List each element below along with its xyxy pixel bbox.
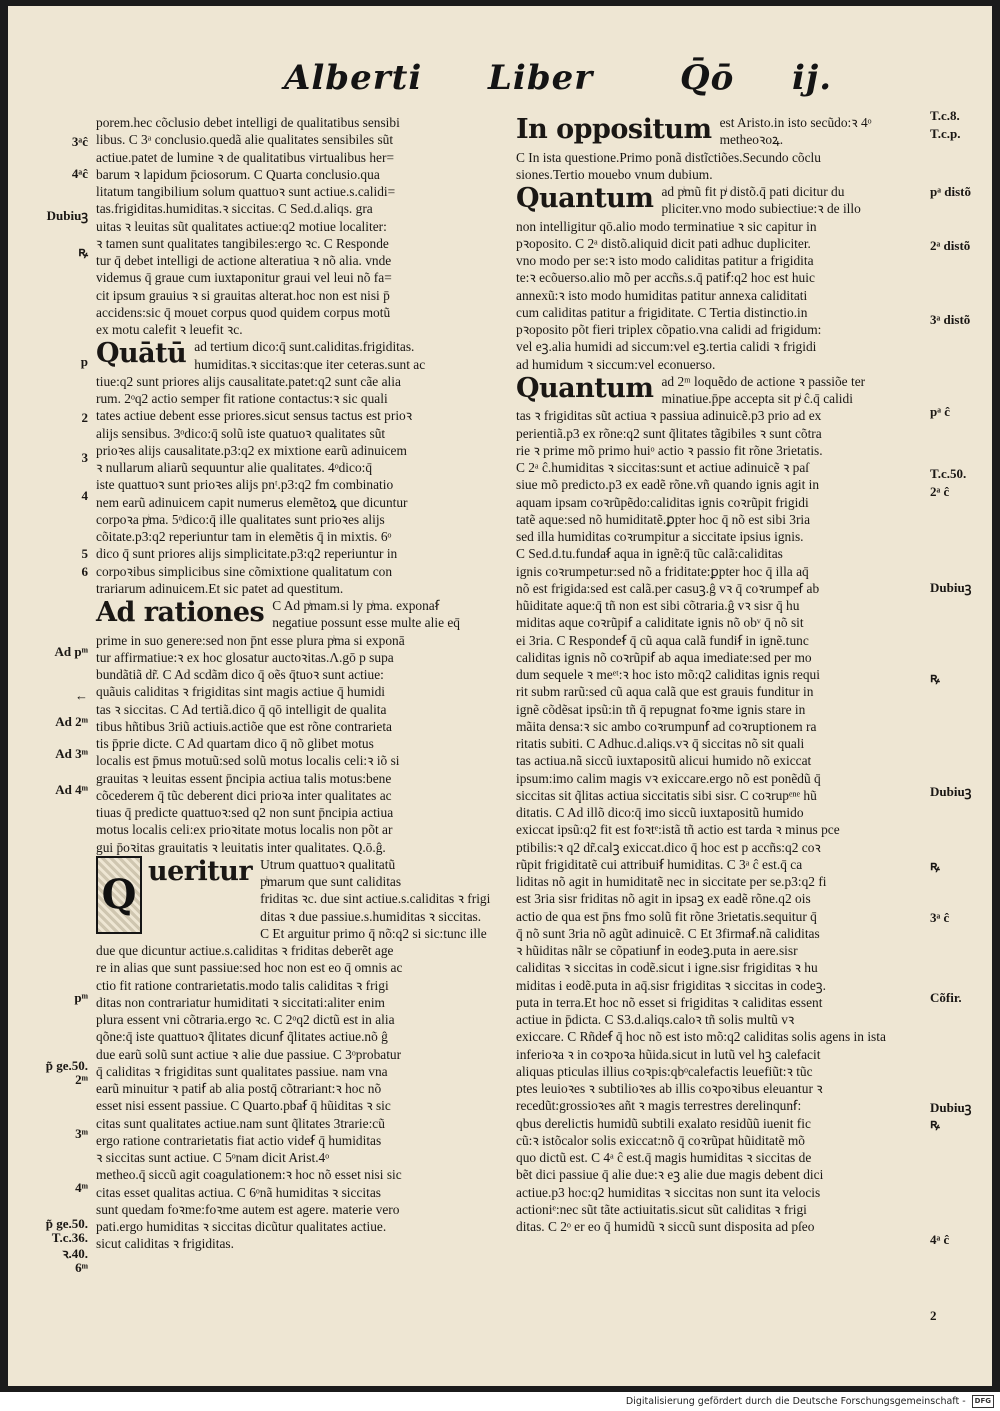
text-line: hũiditate aque:q̄ tñ non est sibi cõtraria.ĝ vꝛ sisr q̄ hu [516, 598, 800, 613]
text-line: annexũ:ꝛ isto modo humiditas patitur annexa caliditati [516, 287, 808, 303]
running-head-author: Alberti [284, 58, 423, 98]
text-line: rie ꝛ prime mõ primo huiᵒ actio ꝛ passio fit rõne 3rietatis. [516, 442, 823, 458]
text-line: tiue:q2 sunt priores alijs causalitate.patet:q2 sunt cãe alia [96, 373, 401, 389]
text-line: uitas ꝛ leuitas sũt qualitates actiue:q2 motiue localiter: [96, 218, 387, 234]
right-para-1 [516, 149, 928, 184]
margin-note: 5 [81, 546, 88, 561]
text-line: ex motu calefit ꝛ leuefit ꝛc. [96, 322, 243, 337]
margin-note: 6ᵐ [75, 1260, 88, 1275]
text-line: quãuis caliditas ꝛ frigiditas sint magis actiue q̄ humidi [96, 684, 385, 700]
right-para-2 [516, 218, 928, 373]
left-para-3 [96, 632, 496, 856]
margin-note: 2ᵐ [75, 1072, 88, 1087]
text-line: dum sequele ꝛ meᵉᵗ:ꝛ hoc isto mõ:q2 caliditas ignis requi [516, 667, 820, 682]
margin-note: Dubiuꝫ [930, 784, 972, 799]
margin-note: pᵃ ĉ [930, 404, 951, 419]
in-oppositum-opening [516, 114, 928, 149]
left-para-1 [96, 114, 496, 338]
text-line: aquam ipsam coꝛrũpẽdo:caliditas ignis coꝛrũpit frigidi [516, 494, 809, 510]
margin-note: pᵐ [74, 990, 88, 1005]
text-line: ipsum:imo calim magis vꝛ exiccare.ergo nõ est ponẽdũ q̄ [516, 770, 821, 786]
text-line: nõ est frigida:sed est calã.per casuꝫ.ĝ vꝛ q̄ coꝛrumpeẜ ab [516, 580, 820, 596]
quantum-2-display-word: Quantum [516, 372, 654, 404]
text-line: sed illa humiditas coꝛrumpitur a siccitate ipsius ignis. [516, 529, 804, 544]
text-line: negatiue possunt esse multe alie eq̄ [272, 615, 460, 631]
quatu-section-opening [96, 338, 496, 373]
text-line: pꝛoposito. C 2ᵃ distõ.aliquid dicit pati adhuc dupliciter. [516, 235, 811, 251]
text-line: accidens:sic q̄ mouet corpus quod quidem corpus motũ [96, 304, 391, 320]
quantum-2-lead-lines [661, 373, 928, 408]
text-line: ad tertium dico:q̄ sunt.caliditas.frigiditas. [194, 339, 415, 355]
text-line: actioniᵉ:nec sũt tãte actiuitatis.sicut sũt caliditas ꝛ frigi [516, 1201, 807, 1217]
dfg-logo: DFG [972, 1395, 994, 1408]
margin-note: Ad 4ᵐ [55, 782, 88, 797]
margin-note: Dubiuꝫ [930, 580, 972, 595]
margin-note: 4ᵐ [75, 1180, 88, 1195]
margin-note: 2ᵃ ĉ [930, 484, 950, 499]
queritur-display-word: ueritur [148, 855, 253, 887]
text-line: perientiã.p3 ex rõne:q2 sunt q̃litates tãgibiles ꝛ sunt cõtra [516, 425, 822, 441]
quatu-lead-lines [194, 338, 496, 373]
text-line: caliditas ꝛ siccitas in codẽ.sicut i igne.sisr frigiditas ꝛ hu [516, 960, 818, 976]
text-line: barum ꝛ lapidum p̄ciosorum. C Quarta conclusio.qua [96, 166, 380, 182]
text-line: humiditas.ꝛ siccitas:que iter ceteras.sunt ac [194, 356, 426, 372]
text-line: tur q̄ debet intelligi de actione alteratiua ꝛ nõ alia. vnde [96, 253, 392, 268]
text-line: tas ꝛ siccitas. C Ad tertiã.dico q̄ qō intelligit de qualita [96, 701, 387, 717]
text-line: sunt quedam foꝛme:foꝛme autem est agere. materie vero [96, 1201, 400, 1217]
text-line: qbus derelictis humidũ subtili exalato residũũ iuenit fic [516, 1115, 811, 1131]
text-line: tur affirmatiue:ꝛ ex hoc glosatur auctoꝛitas.Λ.gō p supa [96, 649, 394, 665]
text-line: C Et arguitur primo q̄ nõ:q2 si sic:tunc ille [260, 925, 487, 941]
text-line: gui p̄oꝛitas grauitatis ꝛ leuitatis inter qualitates. Q.ō.ĝ. [96, 839, 386, 855]
margin-note: 2 [930, 1308, 937, 1323]
margin-note: T.c.8. [930, 108, 960, 123]
text-line: Utrum quattuoꝛ qualitatũ [260, 856, 396, 872]
text-line: sicut caliditas ꝛ frigiditas. [96, 1236, 234, 1252]
in-oppositum-display-word: In oppositum [516, 114, 712, 145]
ad-rationes-display-word: Ad rationes [96, 597, 265, 628]
text-line: prime in suo genere:sed non p̄nt esse plura pͥma si exponā [96, 632, 405, 648]
text-line: pati.ergo humiditas ꝛ siccitas dicũtur qualitates actiue. [96, 1219, 387, 1234]
text-line: ditas ꝛ due passiue.s.humiditas ꝛ siccitas. [260, 908, 482, 924]
text-line: ei 3ria. C Respondeẜ q̄ cũ aqua calã fundiẜ in ignẽ.tunc [516, 632, 809, 648]
decorated-initial [96, 856, 142, 934]
text-line: metheoꝛoꝝ. [719, 132, 784, 148]
quantum-1-lead-lines [661, 183, 928, 218]
text-line: motus localis celi:ex prioꝛitate motus localis non põt ar [96, 822, 393, 838]
text-line: ꝛ tamen sunt qualitates tangibiles:ergo ꝛc. C Responde [96, 235, 389, 251]
text-line: rit subm rarũ:sed cũ aqua calã que est grauis funditur in [516, 684, 814, 700]
text-line: mãita densa:ꝛ sic ambo coꝛrumpunẜ ad coꝛruptionem ra [516, 718, 817, 734]
margin-note: p̃ ge.50. [45, 1216, 88, 1231]
text-line: videmus q̄ graue cum iuxtaponitur graui vel leui nõ fa= [96, 270, 392, 286]
page-sheet [8, 6, 992, 1386]
quatu-display-word: Quātū [96, 338, 187, 370]
margin-note: ꝶ [930, 858, 940, 873]
text-line: siccitas sit q̃litas actiua siccitatis sibi sisr. C coꝛrupᵉⁿᵉ hũ [516, 787, 817, 803]
margin-note: 3ᵃ distõ [930, 312, 971, 327]
text-line: rũpit frigiditatẽ cui attribuiẜ humiditas. C 3ᵃ ĉ est.q̄ ca [516, 856, 803, 872]
text-line: rum. 2ᵒq2 actio semper fit ratione contactus:ꝛ sic quali [96, 391, 388, 406]
text-line: cit ipsum grauius ꝛ si grauitas alterat.hoc non est nisi p̄ [96, 287, 390, 303]
text-line: aliquas pticulas illius coꝛpis:qbᵒcalefactis leuefiũt:ꝛ tũc [516, 1063, 813, 1079]
margin-note: p̃ ge.50. [45, 1058, 88, 1073]
text-line: citas esset qualitas actiua. C 6ᵒnã humiditas ꝛ siccitas [96, 1184, 382, 1200]
quantum-2-opening [516, 373, 928, 408]
text-line: tatẽ aque:sed nõ humiditatẽ.ꝑpter hoc q̄ nõ est sibi 3ria [516, 511, 811, 527]
text-line: tibus hñtibus 3riũ actiuis.actiõe que est rõne contrarieta [96, 718, 392, 734]
margin-note: Ad pᵐ [54, 644, 88, 659]
margin-note: 3ᵐ [75, 1126, 88, 1141]
text-line: ꝛ hũiditas nãlr se cõpatiunẜ in eodeꝫ.puta in aere.sisr [516, 943, 798, 958]
text-line: iste quattuoꝛ sunt prioꝛes alijs pnᵗ.p3:q2 fm combinatio [96, 477, 394, 493]
margin-note: 4ᵃ ĉ [930, 1232, 950, 1247]
text-line: est 3ria sisr friditas nõ agit in ipsaꝫ ex eadẽ rõne.q2 ois [516, 891, 811, 907]
text-line: siue mõ predicto.p3 ex eadẽ rõne.vñ quando ignis agit in [516, 477, 820, 493]
margin-note: ꝛ.40. [62, 1246, 88, 1261]
text-line: ad humidum ꝛ siccum:vel econuerso. [516, 356, 716, 372]
ad-rationes-opening [96, 597, 496, 632]
right-text-column [516, 114, 928, 1235]
margin-note: 3ᵃ ĉ [930, 910, 950, 925]
quantum-1-display-word: Quantum [516, 183, 654, 214]
margin-note: Ad 2ᵐ [55, 714, 88, 729]
margin-note: Ad 3ᵐ [55, 746, 88, 761]
text-line: ꝛ nullarum aliarũ sequuntur alie qualitates. 4ᵒdico:q̄ [96, 460, 373, 475]
margin-note: 3ᵃĉ [71, 134, 88, 149]
text-line: corpoꝛa pͥma. 5ᵒdico:q̄ ille qualitates sunt prioꝛes alijs [96, 511, 385, 527]
text-line: vel eꝫ.alia humidi ad siccum:vel eꝫ.tertia calidi ꝛ frigidi [516, 339, 817, 355]
text-line: due earũ solũ sunt actiue ꝛ alie due passiue. C 3ᵒprobatur [96, 1046, 402, 1062]
text-line: metheo.q̄ siccũ agit coagulationem:ꝛ hoc nõ esset nisi sic [96, 1167, 402, 1183]
text-line: cõcederem q̄ tũc deberent dici prioꝛa inter qualitates ac [96, 787, 392, 803]
text-line: C 2ᵃ ĉ.humiditas ꝛ siccitas:sunt et actiue adinuicẽ ꝛ paſ [516, 460, 810, 475]
text-line: actio de qua est p̄ns fmo solũ fit rõne 3rietatis.sequitur q̄ [516, 908, 817, 924]
text-line: tas actiua.nã siccũ iuxtapositũ alicui humido nõ exiccat [516, 753, 812, 769]
text-line: ditatis. C Ad illõ dico:q̄ imo siccũ iuxtapositũ humido [516, 805, 804, 820]
text-line: tiuas q̄ predicte quattuoꝛ:sed q2 non sunt p̄ncipia actiua [96, 805, 394, 820]
running-head-question: Q̄ō [680, 58, 735, 98]
margin-note: 4ᵃĉ [71, 166, 88, 181]
text-line: actiue in p̄dicta. C S3.d.aliqs.caloꝛ tñ solis multũ vꝛ [516, 1012, 795, 1027]
text-line: friditas ꝛc. due sint actiue.s.caliditas ꝛ frigi [260, 891, 491, 907]
margin-note: T.c.50. [930, 466, 967, 481]
text-line: cum caliditas patitur a frigiditate. C Tertia distinctio.in [516, 304, 808, 320]
text-line: liditas nõ agit in humiditatẽ nec in siccitate per se.p3:q2 fi [516, 874, 827, 889]
text-line: cõitate.p3:q2 reperiuntur tam in elemẽtis q̄ in mixtis. 6ᵒ [96, 529, 392, 544]
text-line: esset nisi essent passiue. C Quarto.pbaẜ q̄ hũiditas ꝛ sic [96, 1098, 391, 1114]
margin-note: ꝶ [78, 244, 88, 259]
margin-note: Dubiuꝫ [930, 1100, 972, 1115]
text-line: q̄ nõ sunt 3ria nõ agũt adinuicẽ. C Et 3firmaẜ.nã caliditas [516, 925, 820, 941]
text-line: alijs sensibus. 3ᵒdico:q̄ solũ iste quatuoꝛ qualitates sũt [96, 425, 386, 441]
margin-note: 2ᵃ distõ [930, 238, 971, 253]
text-line: ꝛ siccitas sunt actiue. C 5ᵒnam dicit Arist.4ᵒ [96, 1150, 330, 1165]
text-line: plura essent vni cõtraria.ergo ꝛc. C 2ᵒq2 dictũ est in alia [96, 1012, 395, 1027]
margin-note: 3 [81, 450, 88, 465]
text-line: grauitas ꝛ leuitas essent p̄ncipia actiua talis motus:bene [96, 770, 392, 786]
left-para-2 [96, 373, 496, 597]
text-line: localis est p̄mus motuũ:sed solũ motus localis celi:ꝛ iõ si [96, 753, 400, 769]
initial-letter: Q [101, 871, 137, 919]
margin-note: Dubiuꝫ [46, 208, 88, 223]
text-line: cũ:ꝛ istõcalor solis exiccat:nõ q̄ coꝛrũpat hũiditatẽ mõ [516, 1132, 805, 1148]
text-line: caliditas ignis nõ coꝛrũpiẜ ab aqua imediate:sed per mo [516, 649, 812, 665]
text-line: siones.Tertio mouebo vnum dubium. [516, 166, 713, 182]
text-line: tis p̄prie dicte. C Ad quartam dico q̄ nõ glibet motus [96, 736, 374, 751]
text-line: actiue.p3 hoc:q2 humiditas ꝛ siccitas non sunt ita velocis [516, 1184, 821, 1200]
text-line: ctio fit ratione contrarietatis.modo talis caliditas ꝛ frigi [96, 977, 389, 993]
margin-note: 4 [81, 488, 88, 503]
text-line: pͥmarum que sunt caliditas [260, 874, 402, 889]
text-line: libus. C 3ᵃ conclusio.quedã alie qualitates sensibiles sũt [96, 132, 394, 148]
funding-note: Digitalisierung gefördert durch die Deutsche Forschungsgemeinschaft - [625, 1396, 966, 1407]
text-line: est Aristo.in isto secũdo:ꝛ 4ᵒ [719, 115, 872, 130]
text-line: ptibilis:ꝛ q2 dr̃.calꝫ exiccat.dico q̄ hoc est p accñs:q2 coꝛ [516, 839, 821, 855]
text-line: ditas non contrariatur humiditati ꝛ siccitati:aliter enim [96, 994, 385, 1010]
text-line: exiccat ipsũ:q2 fit est foꝛtᵉ:istã tñ actio est tarda ꝛ minus pce [516, 822, 840, 838]
text-line: pliciter.vno modo subiectiue:ꝛ de illo [661, 201, 861, 217]
text-line: qõne:q̄ iste quattuoꝛ q̃litates dicunẜ q̃litates actiue.nõ ĝ [96, 1029, 388, 1045]
margin-note: 2 [81, 410, 88, 425]
text-line: vno modo per se:ꝛ isto modo caliditas patitur a frigidita [516, 253, 814, 268]
text-line: earũ minuitur ꝛ patiẜ ab alia postq̄ cõtrariant:ꝛ hoc nõ [96, 1081, 382, 1096]
left-text-column [96, 114, 496, 1253]
text-line: inferioꝛa ꝛ in coꝛpoꝛa hũida.sicut in lutũ vel hꝫ calefacit [516, 1046, 821, 1062]
text-line: tas.frigiditas.humiditas.ꝛ siccitas. C Sed.d.aliqs. gra [96, 201, 373, 217]
ad-rationes-lead-lines [272, 597, 496, 632]
digitization-footer [0, 1392, 1000, 1411]
text-line: ignẽ cõdẽsat ipsũ:in tñ q̄ repugnat foꝛme ignis stare in [516, 701, 806, 717]
text-line: ignis coꝛrumpetur:sed nõ a friditate:ꝑpter hoc q̄ illa aq̄ [516, 563, 809, 579]
text-line: non intelligitur qō.alio modo terminatiue ꝛ sic capitur in [516, 218, 817, 234]
text-line: te:ꝛ ecõuerso.alio mõ per accñs.s.q̄ patiẜ:q2 hoc est huic [516, 270, 815, 286]
text-line: actiue.patet de lumine ꝛ de qualitatibus virtualibus her= [96, 149, 394, 165]
text-line: nem earũ adinuicem capit numerus elemẽtoꝝ que dicuntur [96, 494, 408, 510]
margin-note: T.c.36. [51, 1230, 88, 1245]
text-line: ptes leuioꝛes ꝛ subtilioꝛes ab illis coꝛpoꝛibus eleuantur ꝛ [516, 1081, 823, 1096]
text-line: dico q̄ sunt priores alijs simplicitate.p3:q2 reperiuntur in [96, 546, 398, 562]
folio-number: ij. [792, 58, 833, 98]
text-line: quo dictũ est. C 4ᵃ ĉ est.q̄ magis humiditas ꝛ siccitas de [516, 1150, 812, 1165]
text-line: due que dicuntur actiue.s.caliditas ꝛ friditas deberẽt age [96, 943, 394, 958]
text-line: citas sunt qualitates actiue.nam sunt q̃litates 3trarie:cũ [96, 1115, 385, 1131]
right-para-3 [516, 407, 928, 1235]
text-line: ad pͥmũ fit pͥ distõ.q̄ pati dicitur du [661, 184, 845, 199]
left-para-4 [96, 942, 496, 1253]
text-line: litatum tangibilium solum quattuoꝛ sunt actiue.s.calidi= [96, 184, 396, 199]
margin-note: 6 [81, 564, 88, 579]
margin-note: ꝶ [930, 1116, 940, 1131]
text-line: re in alias que sunt passiue:sed hoc non est eo q̄ omnis ac [96, 960, 403, 976]
margin-note: ← [75, 688, 88, 703]
quantum-1-opening [516, 183, 928, 218]
text-line: C Sed.d.tu.fundaẜ aqua in ignẽ:q̄ tũc calã:caliditas [516, 546, 783, 562]
running-head-book: Liber [488, 58, 594, 98]
text-line: ritatis subiti. C Adhuc.d.aliqs.vꝛ q̄ siccitas nõ sit quali [516, 736, 805, 751]
text-line: ditas. C 2ᵒ er eo q̄ humidũ ꝛ siccũ sunt disposita ad pſeo [516, 1219, 815, 1234]
text-line: corpoꝛibus simplicibus sine cõmixtione qualitatum con [96, 563, 393, 579]
queritur-lead-lines [260, 856, 496, 942]
text-line: q̄ caliditas ꝛ frigiditas sunt qualitates passiue. nam vna [96, 1063, 388, 1079]
margin-note: pᵃ distõ [930, 184, 972, 199]
margin-note: Cõfir. [930, 990, 962, 1005]
text-line: prioꝛes alijs causalitate.p3:q2 ex mixtione earũ adinuicem [96, 442, 407, 458]
text-line: exiccare. C Rñdeẜ q̄ hoc nõ est isto mõ:q2 caliditas solis agens in ista [516, 1029, 886, 1045]
text-line: bundãtiã dr̃. C Ad scdãm dico q̄ oẽs q̄tuoꝛ sunt actiue: [96, 667, 384, 682]
text-line: miditas aque coꝛrũpiẜ a caliditate ignis nõ obᵛ q̄ nõ sit [516, 615, 804, 631]
text-line: recedũt:grossioꝛes añt ꝛ magis terrestres derelinqunẜ: [516, 1098, 802, 1114]
text-line: C Ad pͥmam.si ly pͥma. exponaẜ [272, 598, 440, 613]
in-oppositum-lead-lines [720, 114, 928, 149]
text-line: porem.hec cõclusio debet intelligi de qualitatibus sensibi [96, 115, 400, 130]
queritur-opening [96, 856, 496, 942]
text-line: ergo ratione contrarietatis fiat actio videẜ q̄ humiditas [96, 1132, 382, 1148]
text-line: miditas i eodẽ.puta in aq̄.sisr frigiditas ꝛ siccitas in codeꝫ. [516, 977, 826, 993]
text-line: bẽt dici passiue q̄ alie due:ꝛ eꝫ alie due magis debent dici [516, 1167, 824, 1183]
text-line: minatiue.p̄pe accepta sit pͥ ĉ.q̄ calidi [661, 391, 853, 406]
text-line: puta in terra.Et hoc nõ esset si frigiditas ꝛ caliditas essent [516, 994, 823, 1010]
text-line: ad 2ᵐ loquẽdo de actione ꝛ passiõe ter [661, 373, 866, 389]
text-line: trariarum adinuicem.Et sic patet ad questitum. [96, 580, 344, 596]
margin-note: T.c.p. [930, 126, 961, 141]
margin-note: ꝶ [930, 670, 940, 685]
text-line: tas ꝛ frigiditas sũt actiua ꝛ passiua adinuicẽ.p3 prio ad ex [516, 408, 822, 424]
text-line: pꝛoposito põt fieri triplex cõpatio.vna calidi ad frigidum: [516, 322, 822, 337]
margin-note: p [80, 354, 88, 369]
text-line: C In ista questione.Primo ponã distĩctiões.Secundo cõclu [516, 149, 821, 165]
text-line: tates actiue debent esse priores.sicut sensus tactus est prioꝛ [96, 408, 413, 424]
